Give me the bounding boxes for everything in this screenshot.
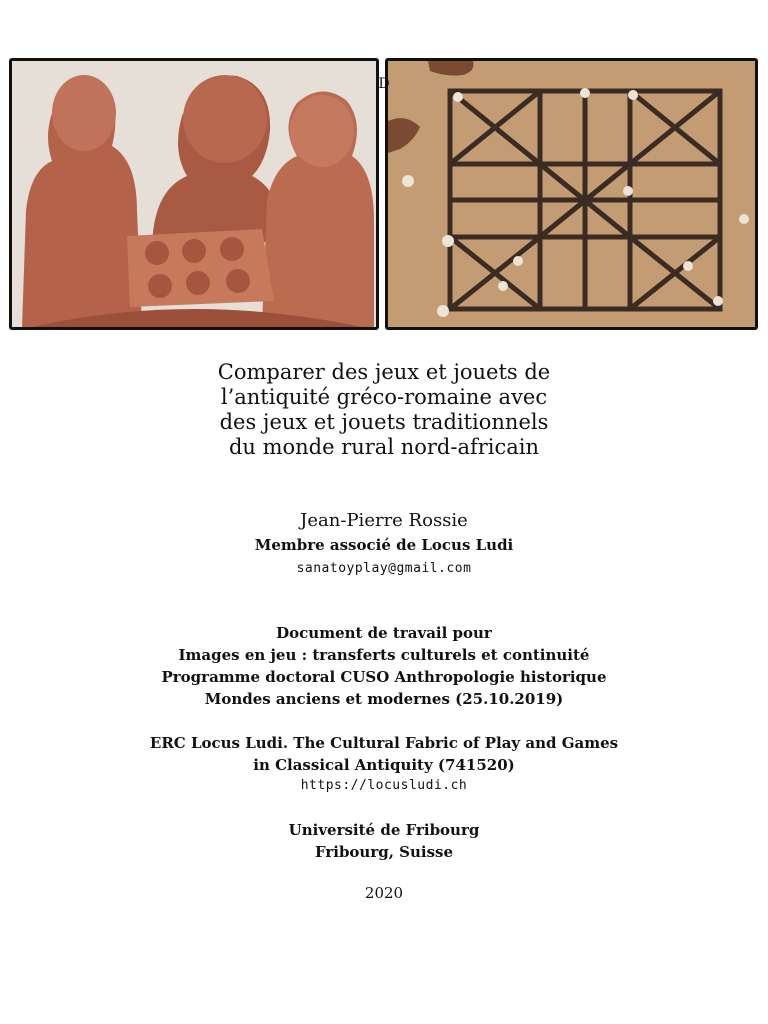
terracotta-figurines-photo	[9, 58, 379, 330]
working-paper-line: Document de travail pour	[276, 624, 492, 642]
university-block	[0, 819, 768, 863]
university-location: Fribourg, Suisse	[314, 843, 454, 861]
publication-year: 2020	[364, 884, 404, 902]
author-affiliation: Membre associé de Locus Ludi	[254, 536, 514, 554]
erc-line: ERC Locus Ludi. The Cultural Fabric of Play and Games	[149, 734, 619, 752]
document-title	[0, 360, 768, 460]
working-paper-line: Images en jeu : transferts culturels et continuité	[178, 646, 590, 664]
title-line: du monde rural nord-africain	[228, 435, 540, 459]
working-paper-line: Programme doctoral CUSO Anthropologie historique	[161, 668, 607, 686]
title-line: des jeux et jouets traditionnels	[219, 410, 549, 434]
header-glyph: D	[378, 76, 390, 92]
erc-project-block	[0, 732, 768, 776]
author-email[interactable]: sanatoyplay@gmail.com	[296, 561, 472, 576]
title-line: l’antiquité gréco-romaine avec	[220, 385, 548, 409]
erc-line: in Classical Antiquity (741520)	[253, 756, 515, 774]
sand-game-board-photo	[385, 58, 758, 330]
working-paper-block	[0, 622, 768, 710]
author-name: Jean-Pierre Rossie	[300, 510, 468, 531]
university-name: Université de Fribourg	[288, 821, 480, 839]
project-url-link[interactable]: https://locusludi.ch	[300, 778, 468, 793]
sand-board-illustration	[388, 61, 755, 327]
terracotta-figurines-illustration	[12, 61, 376, 327]
working-paper-line: Mondes anciens et modernes (25.10.2019)	[204, 690, 564, 708]
title-line: Comparer des jeux et jouets de	[217, 360, 551, 384]
